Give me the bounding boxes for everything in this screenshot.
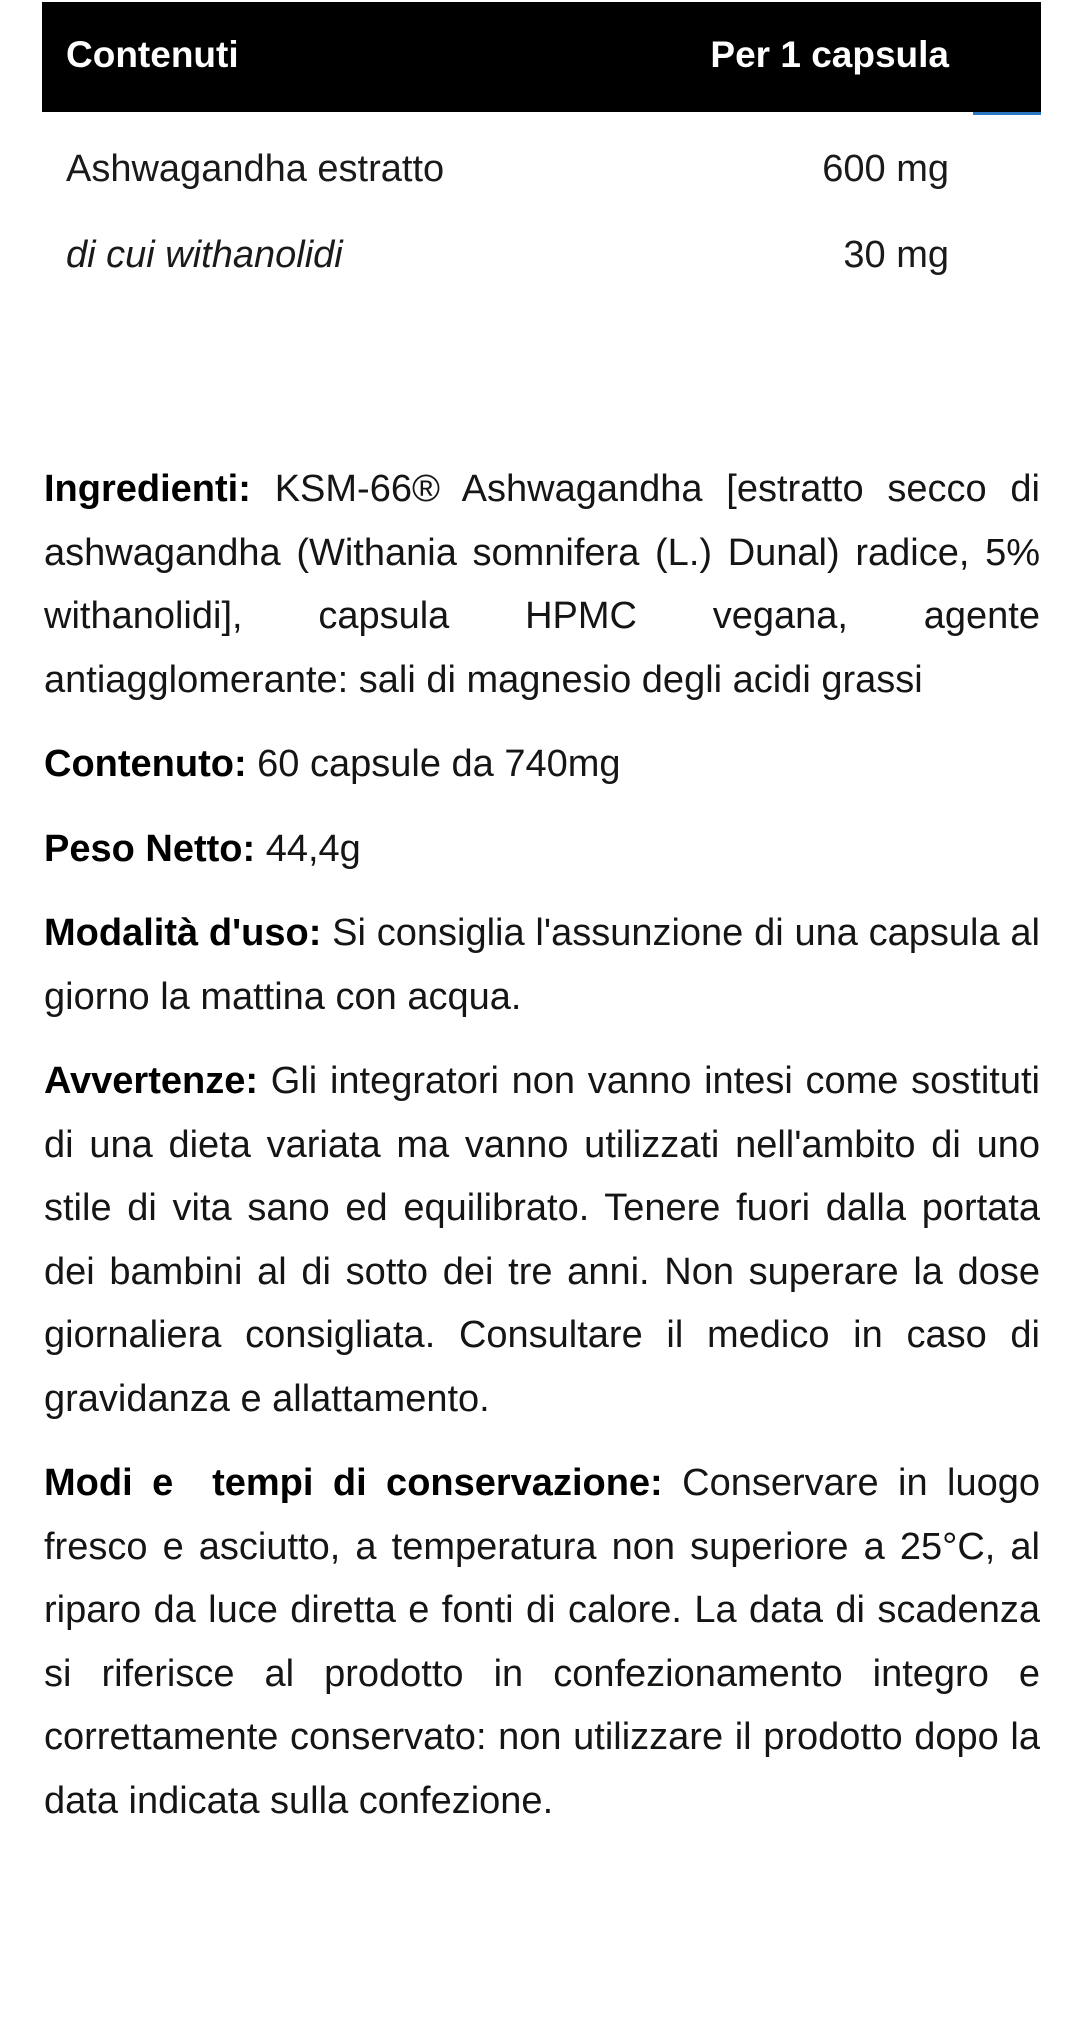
- ingredients-text: KSM-66® Ashwagandha [estratto secco di ashwagandha (Withania somnifera (L.) Dunal) radice, 5% withanolidi], capsula HPMC vegana, agente antiagglomerante: sali di magnesio degli acidi grassi: [44, 468, 1041, 701]
- warnings-label: Avvertenze:: [44, 1060, 259, 1102]
- warnings-paragraph: [44, 1050, 1040, 1431]
- header-contents: Contenuti: [66, 34, 239, 75]
- storage-paragraph: [44, 1452, 1040, 1833]
- net-weight-label: Peso Netto:: [44, 827, 256, 870]
- usage-text: Si consiglia l'assunzione di una capsula al giorno la mattina con acqua.: [44, 912, 1040, 1018]
- row-ingredient-amount: 600 mg: [822, 148, 949, 190]
- header-per-capsule: Per 1 capsula: [710, 34, 949, 75]
- header-accent-line: [973, 112, 1041, 115]
- table-header: [42, 2, 1041, 112]
- row-ingredient-name: Ashwagandha estratto: [66, 148, 445, 190]
- storage-label: Modi e tempi di conservazione:: [44, 1462, 663, 1504]
- net-weight-text: 44,4g: [265, 827, 361, 870]
- row-ingredient-amount: 30 mg: [843, 234, 949, 276]
- content-paragraph: [44, 733, 1040, 797]
- warnings-text: Gli integratori non vanno intesi come sostituti di una dieta variata ma vanno utilizzati nell'ambito di uno stile di vita sano ed equilibrato. Tenere fuori dalla portata dei bambini al di sotto dei tre anni. Non superare la dose giornaliera consigliata. Consultare il medico in caso di gravidanza e allattamento.: [44, 1060, 1040, 1420]
- net-weight-paragraph: [44, 818, 1040, 882]
- storage-text: Conservare in luogo fresco e asciutto, a temperatura non superiore a 25°C, al riparo da luce diretta e fonti di calore. La data di scadenza si riferisce al prodotto in confezionamento integro e correttamente conservato: non utilizzare il prodotto dopo la data indicata sulla confezione.: [44, 1462, 1040, 1822]
- table-row: [42, 126, 1041, 212]
- nutrition-table: [42, 2, 1041, 298]
- ingredients-label: Ingredienti:: [44, 468, 251, 510]
- usage-paragraph: [44, 902, 1040, 1029]
- product-details: [44, 458, 1040, 1854]
- ingredients-paragraph: [44, 458, 1040, 712]
- content-text: 60 capsule da 740mg: [257, 743, 621, 785]
- row-ingredient-name: di cui withanolidi: [66, 234, 343, 276]
- content-label: Contenuto:: [44, 743, 247, 785]
- usage-label: Modalità d'uso:: [44, 912, 322, 954]
- table-row: [42, 212, 1041, 298]
